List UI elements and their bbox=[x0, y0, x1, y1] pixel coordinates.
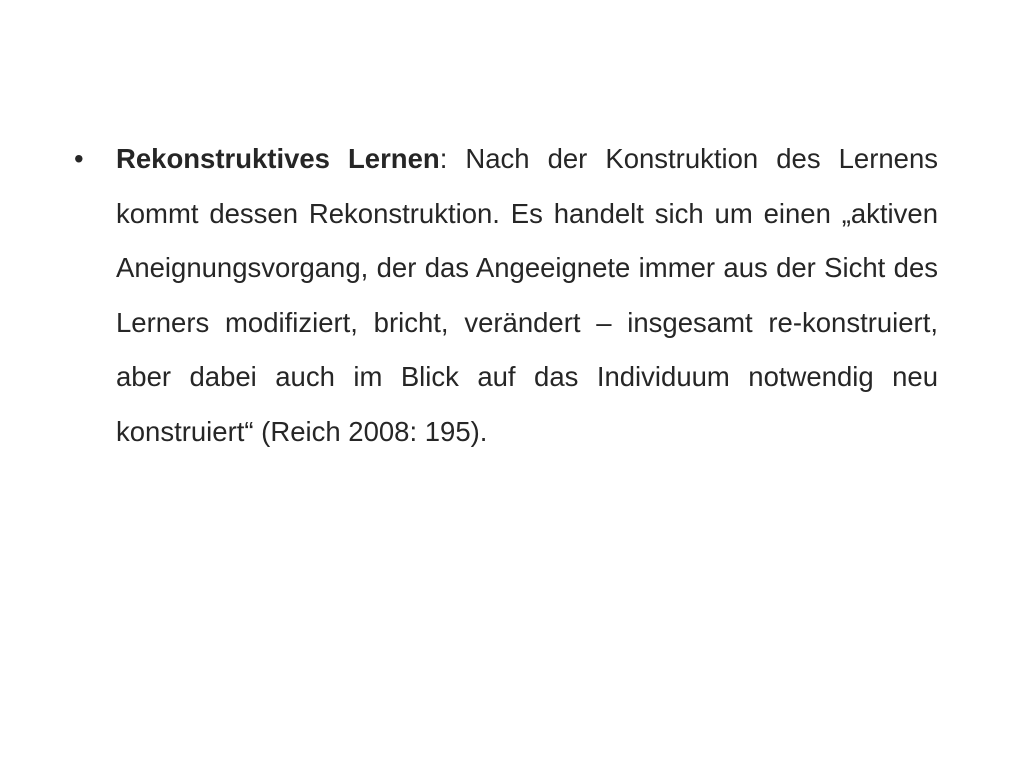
bullet-dot-icon: • bbox=[74, 143, 84, 174]
bullet-item bbox=[74, 132, 938, 459]
bullet-text: : Nach der Konstruktion des Lernens kommt dessen Rekonstruktion. Es handelt sich um einen „aktiven Aneignungsvorgang, der das Angeeignete immer aus der Sicht des Lerners modifiziert, bricht, verändert – insgesamt re-konstruiert, aber dabei auch im Blick auf das Individuum notwendig neu konstruiert“ (Reich 2008: 195). bbox=[116, 143, 938, 447]
bullet-term: Rekonstruktives Lernen bbox=[116, 143, 440, 174]
bullet-list bbox=[74, 132, 938, 459]
